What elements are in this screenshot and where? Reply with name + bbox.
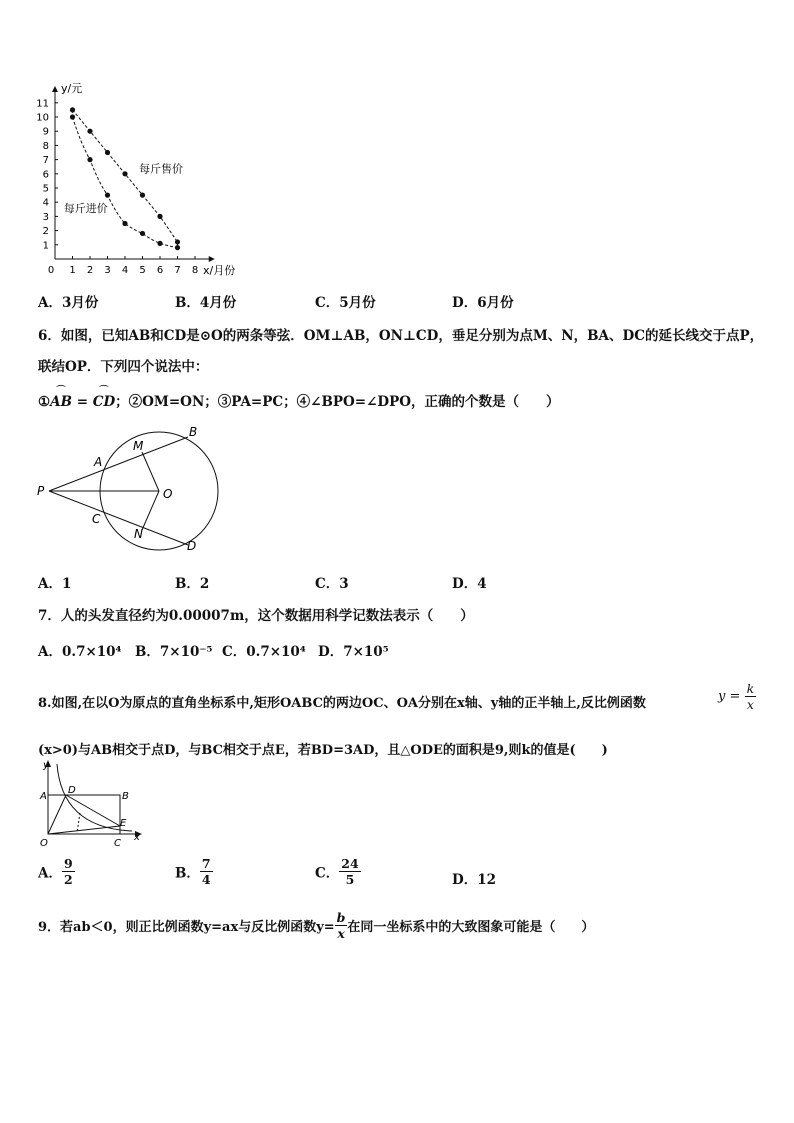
y-tick-label: 7 <box>42 155 49 167</box>
series-line-purchase-price <box>73 117 178 248</box>
y-tick-label: 3 <box>42 211 49 223</box>
q7-option-a: A．0.7×10⁴ <box>38 644 122 660</box>
series-label-selling-price: 每斤售价 <box>139 162 183 176</box>
q8-option-a: A． $\frac{9}{2}$ <box>38 856 73 887</box>
y-tick-label: 8 <box>42 140 49 152</box>
label-a: A <box>40 791 47 802</box>
label-c: C <box>92 512 101 526</box>
y-tick-label: 9 <box>42 126 49 138</box>
price-chart <box>30 78 250 283</box>
x-tick-label: 1 <box>69 265 76 276</box>
q8-option-c-fraction: $\frac{24}{5}$ <box>341 856 359 887</box>
q7-option-c: C．0.7×10⁴ <box>222 644 306 660</box>
q8-option-b: B． $\frac{7}{4}$ <box>175 856 211 887</box>
q8-option-b-fraction: $\frac{7}{4}$ <box>201 856 211 887</box>
data-point <box>122 171 127 176</box>
data-point <box>157 214 162 219</box>
x-axis-label: x/月份 <box>203 264 236 277</box>
q8-func-lhs: y = <box>718 689 741 704</box>
y-tick-label: 2 <box>42 226 49 238</box>
q6-option-b: B．2 <box>175 576 210 592</box>
data-point <box>122 221 127 226</box>
q9-fraction: $\frac{b}{x}$ <box>336 910 346 941</box>
q8-function <box>718 681 756 712</box>
data-point <box>140 193 145 198</box>
y-axis-label: y/元 <box>61 82 83 96</box>
rectangle-diagram <box>34 758 144 848</box>
x-tick-label: 4 <box>121 265 129 276</box>
label-b: B <box>189 425 198 439</box>
label-o: O <box>163 487 173 501</box>
q8-option-a-fraction: $\frac{9}{2}$ <box>63 856 73 887</box>
y-tick-label: 10 <box>36 112 49 124</box>
q6-statements <box>38 390 560 410</box>
q7-option-d: D．7×10⁵ <box>318 644 389 660</box>
q7-text: 7．人的头发直径约为0.00007m，这个数据用科学记数法表示（ ） <box>38 608 474 624</box>
q5-option-c: C．5月份 <box>315 295 376 311</box>
q8-option-c: C． $\frac{24}{5}$ <box>315 856 359 887</box>
label-b: B <box>122 791 129 802</box>
circle-diagram <box>30 420 240 560</box>
label-n: N <box>134 527 143 541</box>
y-tick-label: 5 <box>42 183 49 195</box>
q8-func-fraction: $\frac{k}{x}$ <box>746 681 755 712</box>
y-tick-label: 11 <box>36 98 49 110</box>
data-point <box>105 150 110 155</box>
series-label-purchase-price: 每斤进价 <box>63 202 108 216</box>
q5-option-a: A．3月份 <box>38 295 99 311</box>
q6-option-a: A．1 <box>38 576 72 592</box>
q6-statements-rest: ；②OM=ON；③PA=PC；④∠BPO=∠DPO，正确的个数是（ ） <box>115 394 560 410</box>
x-axis-arrow <box>209 256 215 262</box>
y-tick-label: 6 <box>42 169 49 181</box>
x-tick-label: 2 <box>86 265 94 276</box>
x-tick-label: 8 <box>191 265 199 276</box>
q6-option-c: C．3 <box>315 576 349 592</box>
label-e: E <box>120 818 127 829</box>
arc-cd: ⌒ CD <box>93 394 115 410</box>
label-d: D <box>68 785 76 796</box>
label-a: A <box>94 455 103 469</box>
circled-one: ① <box>38 394 51 410</box>
q9-text: 9．若ab＜0，则正比例函数y=ax与反比例函数y= $\frac{b}{x}$ 在同一坐标系中的大致图象可能是（ ） <box>38 910 595 941</box>
q8-option-d: D．12 <box>452 872 497 888</box>
x-tick-label: 5 <box>139 265 146 276</box>
data-point <box>105 193 110 198</box>
x-tick-label: 6 <box>156 265 164 276</box>
data-point <box>87 157 92 162</box>
label-y: y <box>43 760 49 771</box>
y-axis-arrow <box>52 86 58 92</box>
data-point <box>87 129 92 134</box>
label-x: x <box>134 832 140 843</box>
label-d: D <box>187 539 197 553</box>
q6-line1: 6．如图，已知AB和CD是⊙O的两条等弦．OM⊥AB，ON⊥CD，垂足分别为点M、N，BA、DC的延长线交于点P， <box>38 328 764 344</box>
x-tick-label: 0 <box>47 265 55 276</box>
q6-option-d: D．4 <box>452 576 487 592</box>
data-point <box>157 241 162 246</box>
label-m: M <box>133 439 144 453</box>
equals-sign: = <box>72 394 93 410</box>
x-tick-label: 3 <box>104 265 111 276</box>
data-point <box>140 231 145 236</box>
q6-line2: 联结OP．下列四个说法中： <box>38 359 209 375</box>
q5-option-b: B．4月份 <box>175 295 237 311</box>
x-tick-label: 7 <box>174 265 181 276</box>
label-c: C <box>114 838 121 848</box>
y-tick-label: 4 <box>42 197 49 209</box>
label-p: P <box>37 484 45 498</box>
q8-line1: 8.如图,在以O为原点的直角坐标系中,矩形OABC的两边OC、OA分别在x轴、y轴的正半轴上,反比例函数 <box>38 696 646 711</box>
arc-ab: ⌒ AB <box>50 394 72 410</box>
label-o: O <box>40 838 48 848</box>
q5-option-d: D．6月份 <box>452 295 514 311</box>
q8-line2: (x>0)与AB相交于点D，与BC相交于点E，若BD=3AD，且△ODE的面积是9,则k的值是( ) <box>38 743 608 758</box>
y-tick-label: 1 <box>42 240 49 252</box>
q7-option-b: B．7×10⁻⁵ <box>135 644 213 660</box>
